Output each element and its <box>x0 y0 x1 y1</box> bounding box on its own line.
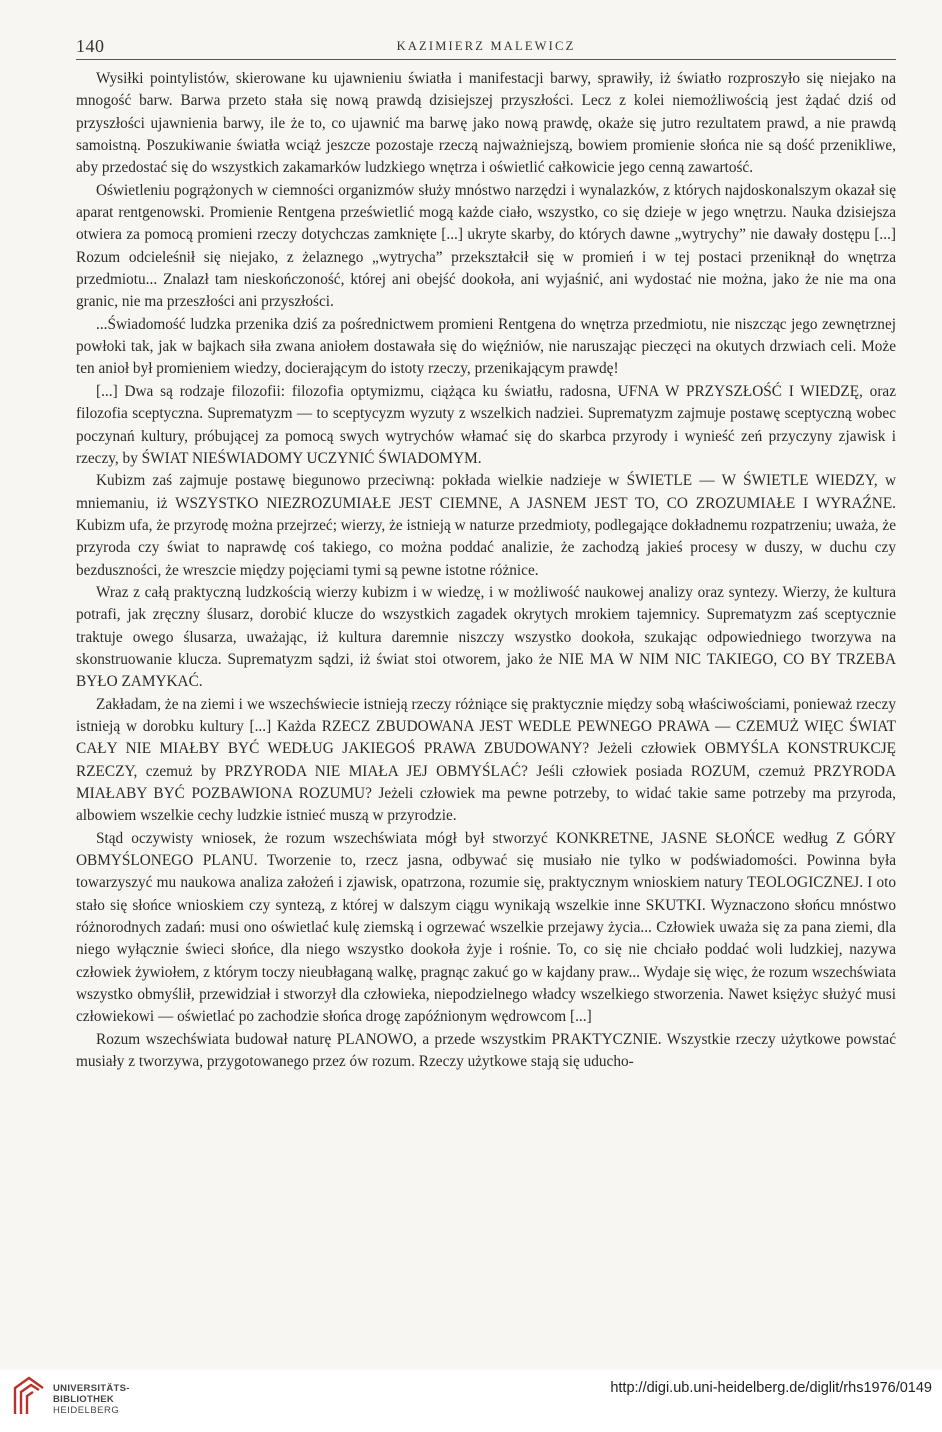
paragraph: Oświetleniu pogrążonych w ciemności organizmów służy mnóstwo narzędzi i wynalazków, z których najdoskonalszym okazał się aparat rentgenowski. Promienie Rentgena prześwietlić mogą każde ciało, wszystko, co się dzieje w jego wnętrzu. Nauka dzisiejsza otwiera za pomocą promieni rzeczy dotychczas zamknięte [...] ukryte skarby, do których dawne „wytrychy” nie dawały dostępu [...] Rozum odcieleśnił się niejako, z żelaznego „wytrycha” przekształcił się w promień i w tej postaci przeniknął do wnętrza przedmiotu... Znalazł tam nieskończoność, której ani obejść dookoła, ani wyjaśnić, ani wydostać nie można, jako że nie ma ona granic, nie ma przeszłości ani przyszłości. <box>76 181 896 311</box>
running-head: KAZIMIERZ MALEWICZ <box>396 39 576 53</box>
viewer-footer <box>0 1370 942 1432</box>
library-name-line: HEIDELBERG <box>53 1405 120 1416</box>
library-name <box>53 1383 130 1416</box>
body-text <box>76 68 896 1073</box>
paragraph: Kubizm zaś zajmuje postawę biegunowo przeciwną: pokłada wielkie nadzieje w ŚWIETLE — W ŚWIETLE WIEDZY, w mniemaniu, iż WSZYSTKO NIEZROZUMIAŁE JEST CIEMNE, A JASNEM JEST TO, CO ZROZUMIAŁE I WYRAŹNE. Kubizm ufa, że przyrodę można przejrzeć; wierzy, że istnieją w naturze przedmioty, podlegające dokładnemu rozpatrzeniu; uważa, że przyroda czy świat to naprawdę coś takiego, co można poddać analizie, że zachodzą jakieś procesy w duszy, w duchu czy bezduszności, że wreszcie między pojęciami tymi są pewne istotne różnice. <box>76 472 896 579</box>
library-name-line: BIBLIOTHEK <box>53 1394 115 1405</box>
paragraph: Wraz z całą praktyczną ludzkością wierzy kubizm i w wiedzę, i w możliwość naukowej analizy oraz syntezy. Wierzy, że kultura potrafi, jak zręczny ślusarz, dorobić klucze do wszystkich zagadek okrytych mrokiem tajemnicy. Suprematyzm zaś sceptycznie traktuje owego ślusarza, uważając, iż kultura daremnie niszczy wszystko dookoła, szukając odpowiedniego tworzywa na skonstruowanie klucza. Suprematyzm sądzi, iż świat stoi otworem, jako że NIE MA W NIM NIC TAKIEGO, CO BY TRZEBA BYŁO ZAMYKAĆ. <box>76 583 896 691</box>
library-name-line: UNIVERSITÄTS- <box>53 1383 130 1394</box>
paragraph: Stąd oczywisty wniosek, że rozum wszechświata mógł był stworzyć KONKRETNE, JASNE SŁOŃCE według Z GÓRY OBMYŚLONEGO PLANU. Tworzenie to, rzecz jasna, odbywać się musiało nie tylko w podświadomości. Powinna była towarzyszyć mu naukowa analiza założeń i zjawisk, opatrzona, rozumie się, praktycznym wnioskiem natury TEOLOGICZNEJ. I oto stało się słońce wnioskiem czy syntezą, z której w dalszym ciągu wynikają wszelkie inne SKUTKI. Wyznaczono słońcu mnóstwo różnorodnych zadań: musi ono oświetlać kulę ziemską i ogrzewać wszelkie przejawy życia... Człowiek uważa się za pana ziemi, dla niego wyłącznie świeci słońce, dla niego wszystko dookoła żyje i rośnie. To, co się nie chciało poddać woli ludzkiej, nazywa człowiek żywiołem, z którym toczy nieubłaganą walkę, pragnąc zakuć go w kajdany praw... Wydaje się więc, że rozum wszechświata wszystko obmyślił, przewidział i stworzył dla człowieka, niepodzielnego władcy wszelkiego stworzenia. Nawet księżyc służyć musi człowiekowi — oświetlać po zachodzie słońca drogę zapóźnionym wędrowcom [...] <box>76 829 896 1026</box>
paragraph: [...] Dwa są rodzaje filozofii: filozofia optymizmu, ciążąca ku światłu, radosna, UFNA W PRZYSZŁOŚĆ I WIEDZĘ, oraz filozofia sceptyczna. Suprematyzm — to sceptycyzm wyzuty z wszelkich nadziei. Suprematyzm zajmuje postawę sceptyczną wobec poczynań kultury, próbującej za pomocą swych wytrychów włamać się do skarbca przyrody i wynieść zeń przyczyny zjawisk i rzeczy, by ŚWIAT NIEŚWIADOMY UCZYNIĆ ŚWIADOMYM. <box>76 382 896 467</box>
page-number: 140 <box>76 36 105 56</box>
page-header <box>76 36 896 58</box>
header-rule <box>76 59 896 60</box>
paragraph: ...Świadomość ludzka przenika dziś za pośrednictwem promieni Rentgena do wnętrza przedmiotu, nie niszcząc jego zewnętrznej powłoki tak, jak w bajkach siła zwana aniołem dostawała się do więźniów, nie naruszając pieczęci na okutych drzwiach celi. Może ten anioł był promieniem wiedzy, docierającym do istoty rzeczy, przenikającym prawdę! <box>76 315 896 378</box>
paragraph: Zakładam, że na ziemi i we wszechświecie istnieją rzeczy różniące się praktycznie między sobą właściwościami, ponieważ rzeczy istnieją w dorobku kultury [...] Każda RZECZ ZBUDOWANA JEST WEDLE PEWNEGO PRAWA — CZEMUŻ WIĘC ŚWIAT CAŁY NIE MIAŁBY BYĆ WEDŁUG JAKIEGOŚ PRAWA ZBUDOWANY? Jeżeli człowiek OBMYŚLA KONSTRUKCJĘ RZECZY, czemuż by PRZYRODA NIE MIAŁA JEJ OBMYŚLAĆ? Jeśli człowiek posiada ROZUM, czemuż PRZYRODA MIAŁABY BYĆ POZBAWIONA ROZUMU? Jeżeli człowiek ma pewne potrzeby, to widać takie same potrzeby ma przyroda, albowiem wszelkie cechy ludzkie istnieć muszą w przyrodzie. <box>76 695 896 825</box>
paragraph: Wysiłki pointylistów, skierowane ku ujawnieniu światła i manifestacji barwy, sprawiły, iż światło rozproszyło się niejako na mnogość barw. Barwa przeto stała się nową prawdą dzisiejszej przyszłości. Lecz z kolei niemożliwością jest żądać dziś od przyszłości ujawnienia barwy, ile że to, co ujawnić ma barwę jako nową prawdę, okaże się jutro rezultatem prawd, a nie prawdą samoistną. Poszukiwanie światła wciąż jeszcze pozostaje rzeczą najważniejszą, bowiem promienie słońca nie są dość przenikliwe, aby przedostać się do wszystkich zakamarków ludzkiego wnętrza i oświetlić całkowicie jego cenną zawartość. <box>76 70 896 177</box>
library-logo-icon <box>9 1374 49 1418</box>
source-url-link[interactable]: http://digi.ub.uni-heidelberg.de/diglit/rhs1976/0149 <box>610 1380 932 1396</box>
paragraph: Rozum wszechświata budował naturę PLANOWO, a przede wszystkim PRAKTYCZNIE. Wszystkie rzeczy użytkowe powstać musiały z tworzywa, przygotowanego przez ów rozum. Rzeczy użytkowe stają się uducho- <box>76 1030 896 1071</box>
